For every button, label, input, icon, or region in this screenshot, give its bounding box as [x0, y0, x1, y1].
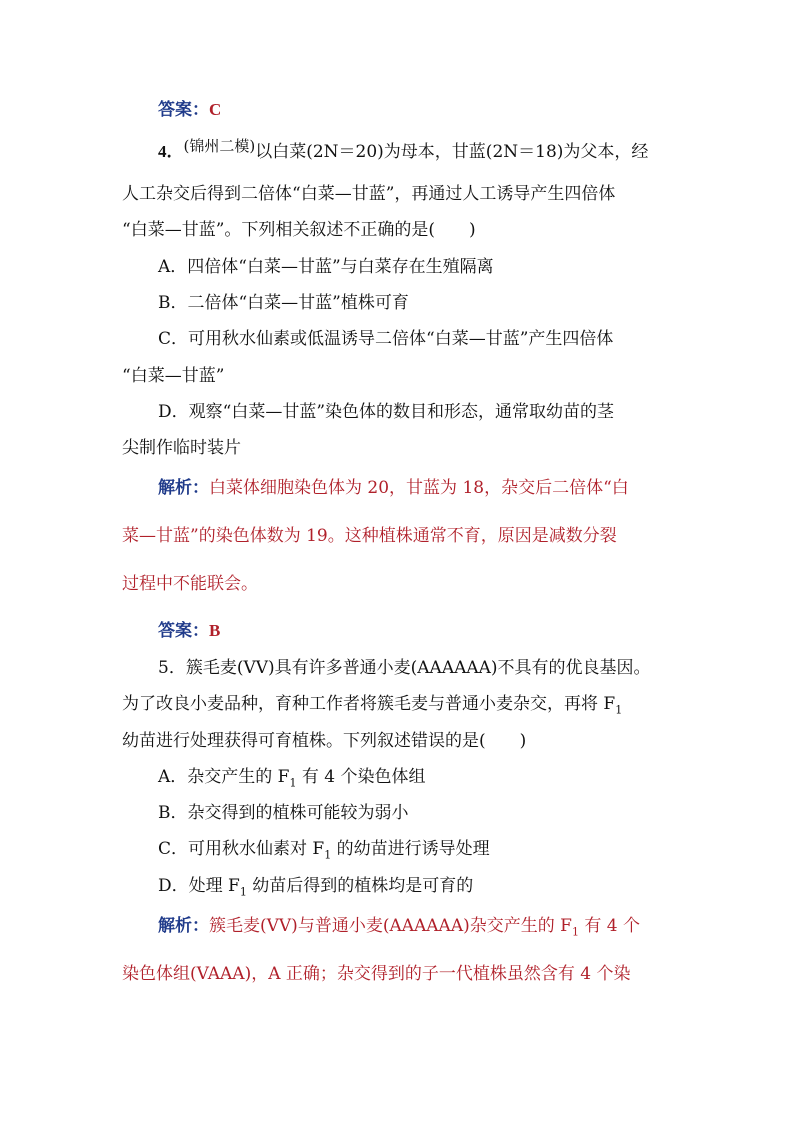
question-4-option-d-line-1: D．观察“白菜—甘蓝”染色体的数目和形态，通常取幼苗的茎	[158, 402, 615, 422]
question-5-option-b: B．杂交得到的植株可能较为弱小	[158, 803, 409, 823]
answer-3	[158, 98, 221, 122]
answer-4	[158, 619, 220, 643]
analysis-label: 解析：	[158, 478, 209, 498]
answer-value: C	[209, 100, 222, 119]
question-5-option-a	[158, 765, 426, 795]
answer-label: 答案：	[158, 100, 209, 120]
analysis-label: 解析：	[158, 916, 209, 936]
analysis-text: 簇毛麦(VV)与普通小麦(AAAAAA)杂交产生的 F	[209, 916, 572, 936]
analysis-text: 白菜体细胞染色体为 20，甘蓝为 18，杂交后二倍体“白	[209, 478, 629, 498]
question-4-stem-line-2: 人工杂交后得到二倍体“白菜—甘蓝”，再通过人工诱导产生四倍体	[122, 184, 616, 204]
option-text: D．处理 F	[158, 876, 240, 896]
option-text-end: 有 4 个染色体组	[296, 767, 426, 787]
subscript: 1	[571, 925, 579, 939]
subscript: 1	[289, 776, 297, 790]
question-4-option-a: A．四倍体“白菜—甘蓝”与白菜存在生殖隔离	[158, 257, 494, 277]
subscript: 1	[615, 703, 623, 717]
question-4-option-c-line-2: “白菜—甘蓝”	[122, 366, 225, 386]
question-5-option-d	[158, 874, 473, 904]
analysis-5-line-1	[158, 914, 640, 944]
analysis-4-line-1	[158, 476, 629, 500]
question-stem: 以白菜(2N＝20)为母本，甘蓝(2N＝18)为父本，经	[255, 142, 649, 162]
subscript: 1	[324, 848, 332, 862]
question-5-option-c	[158, 837, 490, 867]
subscript: 1	[239, 885, 247, 899]
question-4-stem-line-3: “白菜—甘蓝”。下列相关叙述不正确的是( )	[122, 220, 476, 240]
question-4-option-c-line-1: C．可用秋水仙素或低温诱导二倍体“白菜—甘蓝”产生四倍体	[158, 329, 614, 349]
question-4-stem-line-1	[158, 137, 649, 164]
question-5-stem-line-1: 5．簇毛麦(VV)具有许多普通小麦(AAAAAA)不具有的优良基因。	[158, 658, 651, 678]
analysis-text-end: 有 4 个	[578, 916, 640, 936]
question-4-option-d-line-2: 尖制作临时装片	[122, 438, 241, 458]
question-source: (锦州二模)	[183, 137, 256, 155]
analysis-4-line-3: 过程中不能联会。	[122, 574, 258, 594]
answer-value: B	[209, 621, 221, 640]
option-text-end: 的幼苗进行诱导处理	[331, 839, 490, 859]
question-5-stem-line-2	[122, 692, 622, 722]
option-text: A．杂交产生的 F	[158, 767, 290, 787]
question-number: 4．	[158, 142, 184, 161]
option-text: C．可用秋水仙素对 F	[158, 839, 325, 859]
answer-label: 答案：	[158, 621, 209, 641]
question-4-option-b: B．二倍体“白菜—甘蓝”植株可育	[158, 293, 409, 313]
analysis-5-line-2: 染色体组(VAAA)，A 正确；杂交得到的子一代植株虽然含有 4 个染	[122, 964, 631, 984]
option-text-end: 幼苗后得到的植株均是可育的	[246, 876, 474, 896]
stem-text: 为了改良小麦品种，育种工作者将簇毛麦与普通小麦杂交，再将 F	[122, 694, 616, 714]
question-5-stem-line-3: 幼苗进行处理获得可育植株。下列叙述错误的是( )	[122, 731, 527, 751]
analysis-4-line-2: 菜—甘蓝”的染色体数为 19。这种植株通常不育，原因是减数分裂	[122, 526, 617, 546]
